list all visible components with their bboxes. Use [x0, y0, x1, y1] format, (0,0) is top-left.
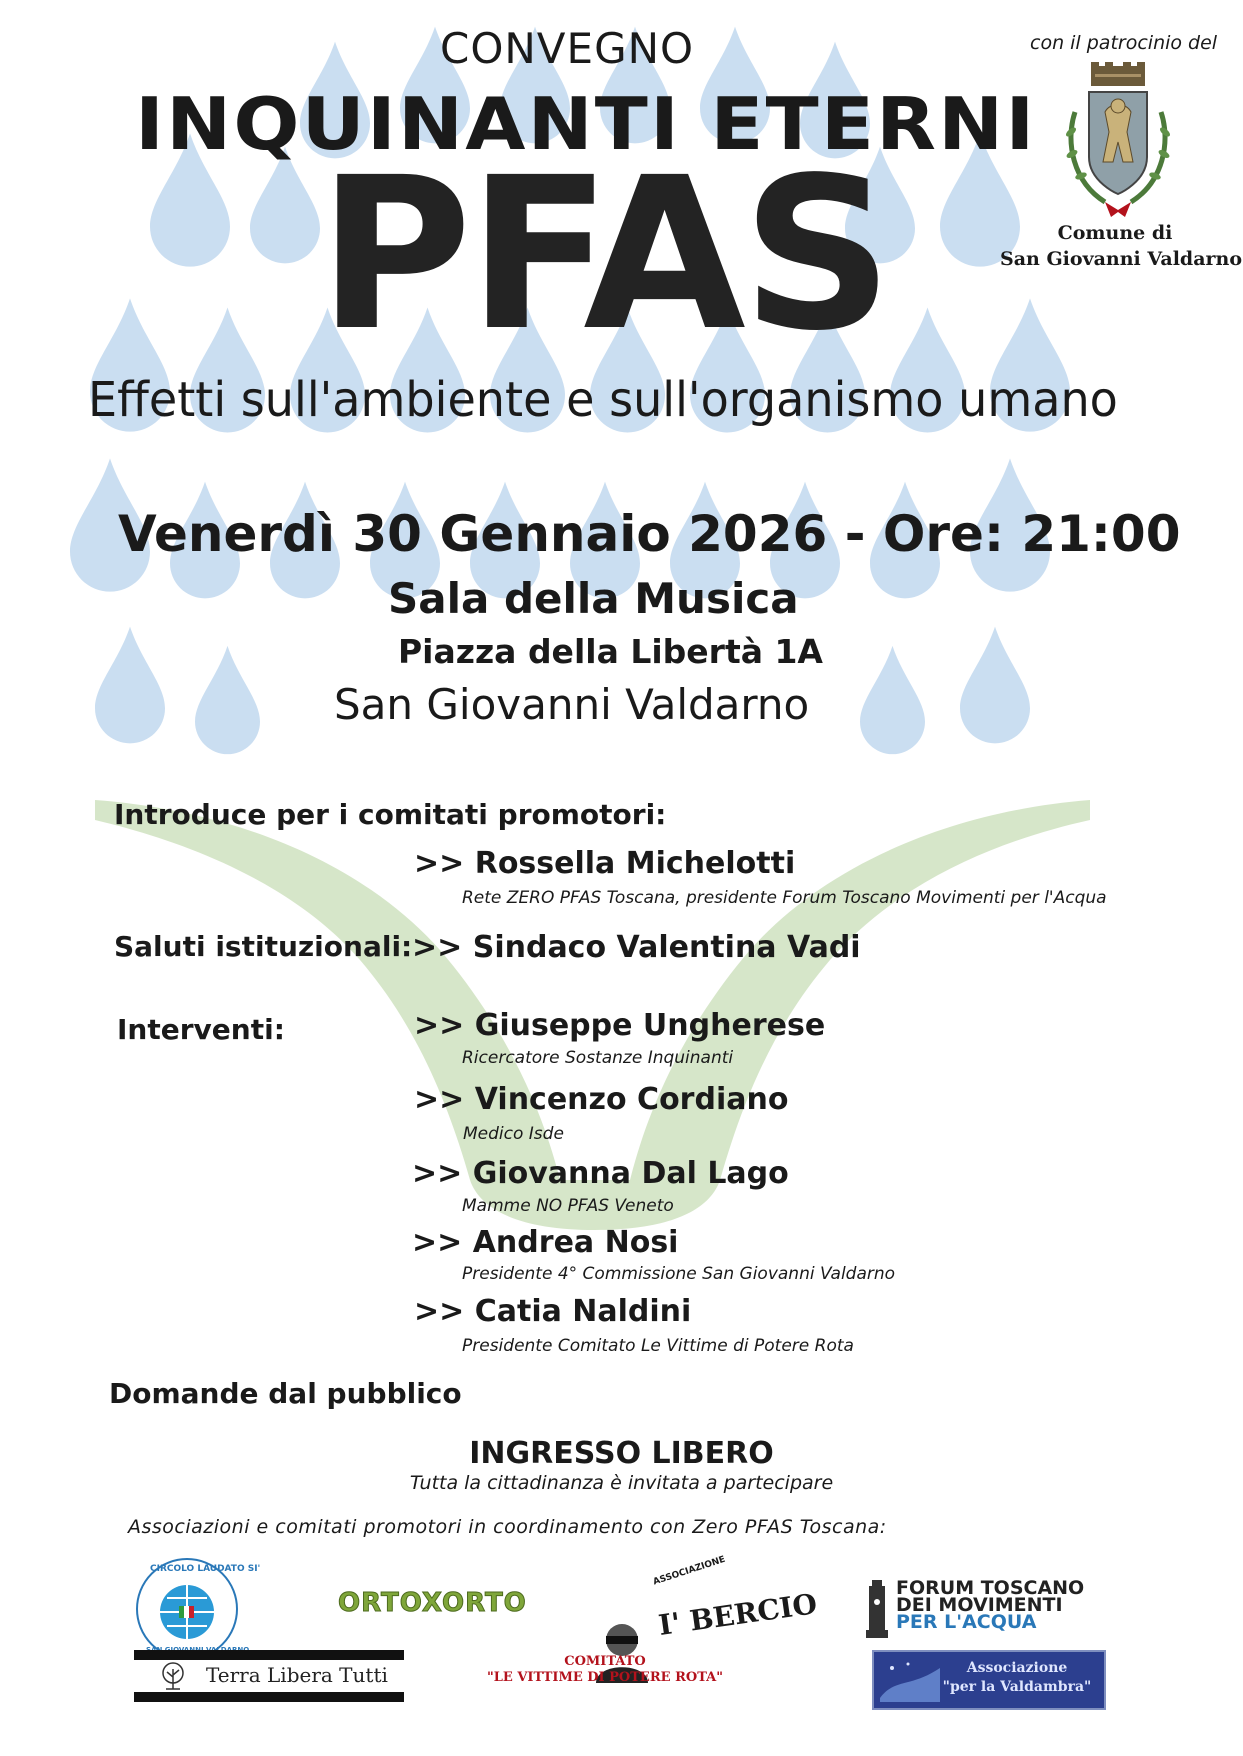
talk-role: Presidente 4° Commissione San Giovanni Valdarno: [462, 1264, 896, 1284]
bercio-small-text: ASSOCIAZIONE: [652, 1554, 727, 1588]
talk-speaker: >> Vincenzo Cordiano: [414, 1082, 789, 1117]
greetings-speaker: >> Sindaco Valentina Vadi: [412, 930, 861, 965]
bercio-logo: [592, 1554, 819, 1646]
greetings-label: Saluti istituzionali:: [114, 930, 413, 963]
forum-line2: DEI MOVIMENTI: [896, 1594, 1063, 1616]
talk-speaker: >> Andrea Nosi: [412, 1225, 679, 1260]
main-title: INQUINANTI ETERNI: [135, 82, 1037, 166]
terra-text: Terra Libera Tutti: [206, 1663, 388, 1687]
comitato-line1: COMITATO: [564, 1654, 646, 1669]
fountain-icon: [866, 1580, 888, 1638]
event-venue: Sala della Musica: [388, 574, 799, 623]
terra-libera-tutti-logo: [134, 1650, 404, 1702]
talk-role: Mamme NO PFAS Veneto: [462, 1196, 674, 1216]
talk-speaker: >> Giovanna Dal Lago: [412, 1156, 789, 1191]
circolo-top-text: CIRCOLO LAUDATO SI': [150, 1564, 261, 1574]
event-address: Piazza della Libertà 1A: [398, 632, 823, 671]
ingresso-subtitle: Tutta la cittadinanza è invitata a partecipare: [409, 1472, 834, 1494]
intro-role: Rete ZERO PFAS Toscana, presidente Forum Toscano Movimenti per l'Acqua: [462, 888, 1107, 908]
valdambra-line1: Associazione: [966, 1660, 1068, 1676]
forum-line3: PER L'ACQUA: [896, 1611, 1037, 1633]
valdambra-line2: "per la Valdambra": [942, 1679, 1092, 1695]
ingresso-libero: INGRESSO LIBERO: [469, 1436, 774, 1471]
bercio-text: I' BERCIO: [656, 1587, 819, 1642]
talks-label: Interventi:: [117, 1013, 285, 1046]
intro-speaker: >> Rossella Michelotti: [414, 846, 796, 881]
comune-line1: Comune di: [1057, 222, 1173, 244]
coat-of-arms-icon: [1055, 62, 1181, 222]
associations-label: Associazioni e comitati promotori in coordinamento con Zero PFAS Toscana:: [128, 1516, 887, 1538]
questions-label: Domande dal pubblico: [109, 1377, 462, 1410]
talk-speaker: >> Catia Naldini: [414, 1294, 692, 1329]
landscape-icon: [880, 1658, 940, 1702]
event-city: San Giovanni Valdarno: [334, 680, 810, 729]
talk-role: Presidente Comitato Le Vittime di Potere Rota: [462, 1336, 854, 1356]
comitato-logo: [470, 1652, 740, 1702]
forum-line1: FORUM TOSCANO: [896, 1577, 1085, 1599]
talk-role: Medico Isde: [463, 1124, 564, 1144]
ortoxorto-logo: ORTOXORTO: [338, 1588, 527, 1618]
tree-icon: [158, 1661, 188, 1691]
subtitle: Effetti sull'ambiente e sull'organismo umano: [88, 372, 1118, 428]
event-date-time: Venerdì 30 Gennaio 2026 - Ore: 21:00: [118, 505, 1181, 563]
talk-role: Ricercatore Sostanze Inquinanti: [462, 1048, 734, 1068]
intro-label: Introduce per i comitati promotori:: [114, 798, 667, 831]
valdambra-logo: [872, 1650, 1106, 1710]
patronage-label: con il patrocinio del: [1030, 32, 1218, 54]
forum-toscano-logo: [866, 1577, 1085, 1640]
comune-line2: San Giovanni Valdarno: [1000, 248, 1243, 270]
pfas-title: PFAS: [318, 132, 890, 377]
convegno-label: CONVEGNO: [440, 24, 695, 73]
comitato-line2: "LE VITTIME DI POTERE ROTA": [486, 1670, 724, 1685]
circolo-laudato-si-logo: [132, 1554, 261, 1664]
talk-speaker: >> Giuseppe Ungherese: [414, 1008, 826, 1043]
